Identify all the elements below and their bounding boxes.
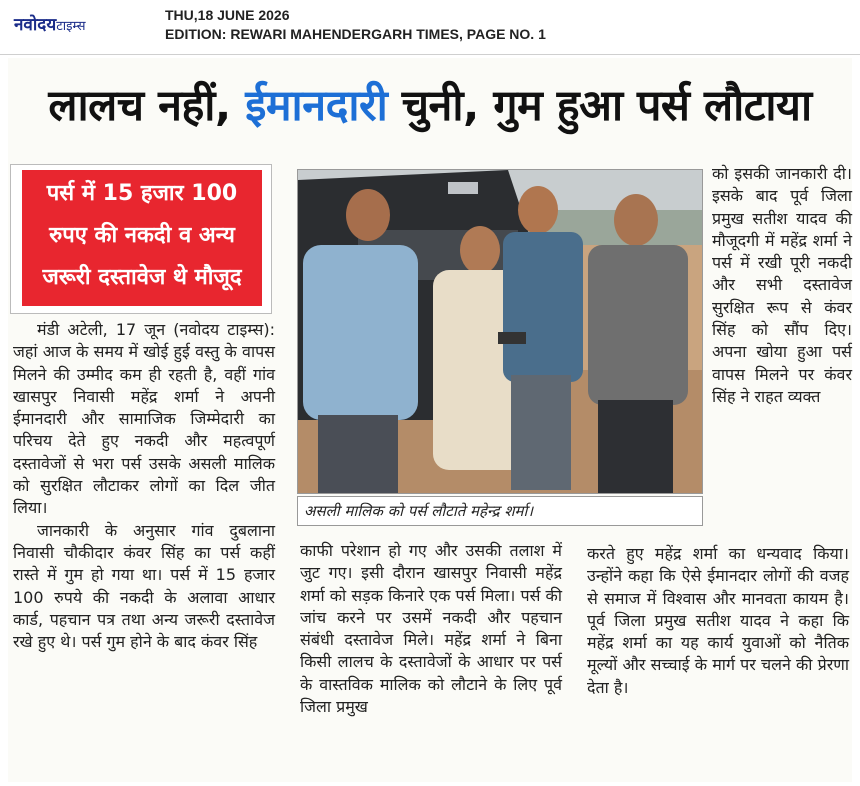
article-column-3-top xyxy=(712,163,852,408)
paragraph-thanks: करते हुए महेंद्र शर्मा का धन्यवाद किया। उन्होंने कहा कि ऐसे ईमानदार लोगों की वजह से समाज में विश्वास और मानवता कायम है। पूर्व जिला प्रमुख सतीश यादव ने कहा कि महेंद्र शर्मा का यह कार्य युवाओं को नैतिक मूल्यों और सच्चाई के मार्ग पर चलने की प्रेरणा देता है। xyxy=(587,544,849,697)
paragraph-search: काफी परेशान हो गए और उसकी तलाश में जुट गए। इसी दौरान खासपुर निवासी महेंद्र शर्मा को सड़क किनारे एक पर्स मिला। पर्स की जांच करने पर उसमें नकदी और पहचान संबंधी दस्तावेज मिले। महेंद्र शर्मा ने बिना किसी लालच के दस्तावेजों के आधार पर पर्स के वास्तविक मालिक को लौटाने के लिए पूर्व जिला प्रमुख xyxy=(300,541,562,717)
subhead-line-1: पर्स में 15 हजार 100 xyxy=(46,181,238,206)
newspaper-logo[interactable] xyxy=(14,12,86,35)
headline-part2: चुनी, गुम हुआ पर्स लौटाया xyxy=(387,81,812,131)
subhead-box xyxy=(22,170,262,306)
edition-name: EDITION: REWARI MAHENDERGARH TIMES, PAGE NO. 1 xyxy=(165,26,546,42)
article-headline xyxy=(0,74,860,133)
logo-main: नवोदय xyxy=(14,15,57,35)
headline-highlight: ईमानदारी xyxy=(245,81,388,131)
edition-info xyxy=(165,6,546,44)
article-column-2 xyxy=(300,540,562,718)
paragraph-details: जानकारी के अनुसार गांव दुबलाना निवासी चौकीदार कंवर सिंह का पर्स कहीं रास्ते में गुम हो गया था। पर्स में 15 हजार 100 रुपये की नकदी के अलावा आधार कार्ड, पहचान पत्र तथा अन्य जरूरी दस्तावेज रखे हुए थे। पर्स गुम होने के बाद कंवर सिंह xyxy=(13,520,275,652)
article-column-3-bottom xyxy=(587,543,849,699)
masthead-divider xyxy=(0,54,860,55)
headline-part1: लालच नहीं, xyxy=(48,81,246,131)
paragraph-handover: को इसकी जानकारी दी। इसके बाद पूर्व जिला प्रमुख सतीश यादव की मौजूदगी में महेंद्र शर्मा ने पर्स में रखी पूरी नकदी और सभी दस्तावेज सुरक्षित रूप से कंवर सिंह को सौंप दिए। अपना खोया हुआ पर्स वापस मिलने पर कंवर सिंह ने राहत व्यक्त xyxy=(712,164,852,406)
masthead-bar xyxy=(0,0,860,54)
subhead-line-3: जरूरी दस्तावेज थे मौजूद xyxy=(42,265,242,290)
edition-date: THU,18 JUNE 2026 xyxy=(165,7,290,23)
photo-illustration xyxy=(298,170,703,494)
logo-sub: टाइम्स xyxy=(56,19,86,34)
article-column-1 xyxy=(13,319,275,653)
paragraph-intro: मंडी अटेली, 17 जून (नवोदय टाइम्स): जहां आज के समय में खोई हुई वस्तु के वापस मिलने की उम्मीद कम ही रहती है, वहीं गांव खासपुर निवासी महेंद्र शर्मा ने अपनी ईमानदारी और सामाजिक जिम्मेदारी का परिचय देते हुए नकदी और महत्वपूर्ण दस्तावेजों से भरा पर्स उसके असली मालिक को सुरक्षित लौटाकर लोगों का दिल जीत लिया। xyxy=(13,320,275,518)
subhead-line-2: रुपए की नकदी व अन्य xyxy=(49,223,235,248)
news-photo xyxy=(297,169,703,494)
photo-caption: असली मालिक को पर्स लौटाते महेन्द्र शर्मा। xyxy=(297,496,703,526)
